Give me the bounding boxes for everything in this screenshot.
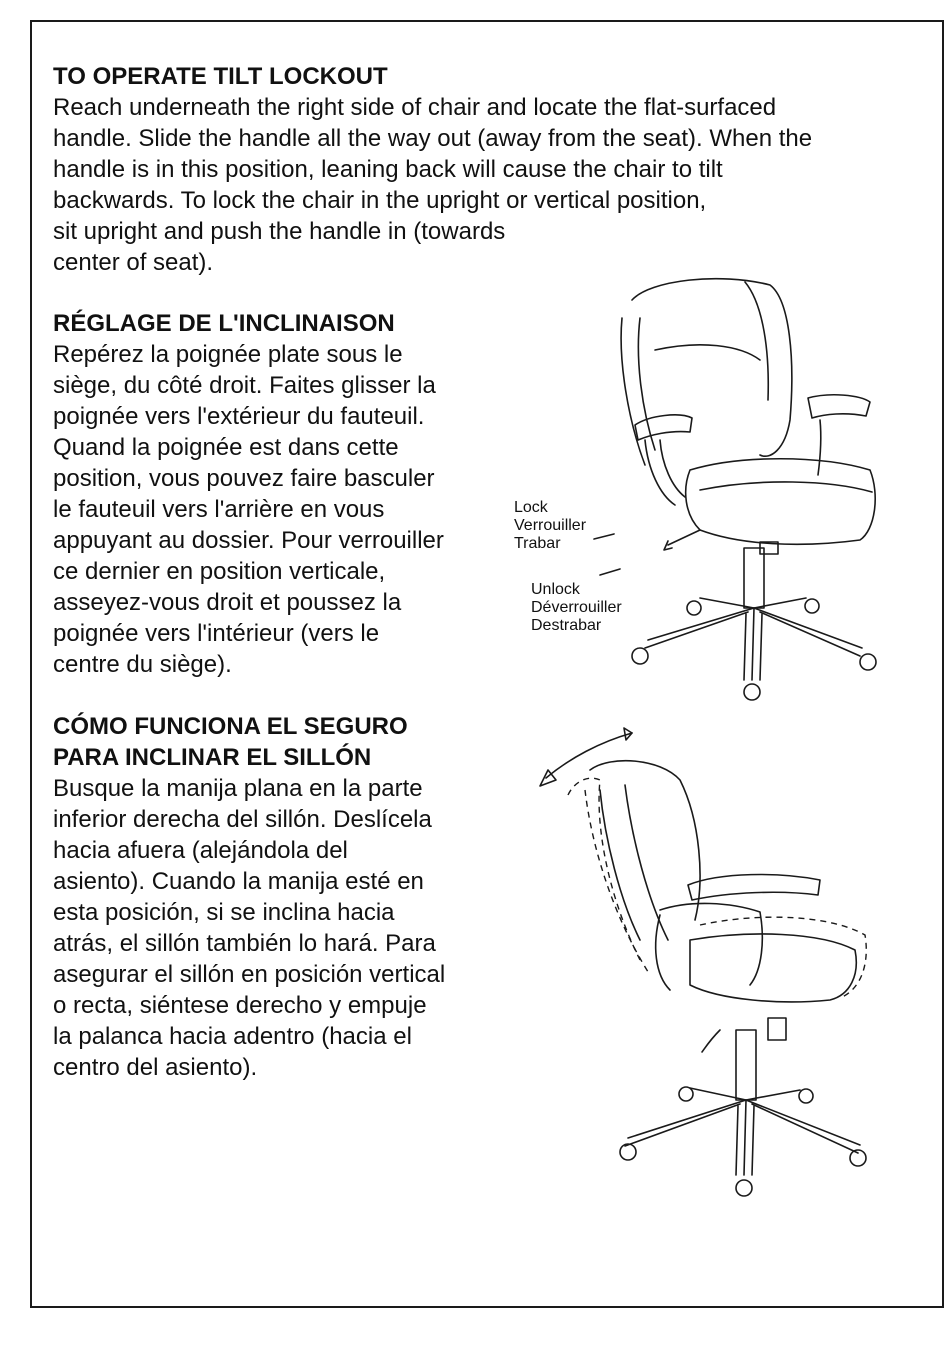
french-instructions: Repérez la poignée plate sous le siège, du côté droit. Faites glisser la poignée vers l'extérieur du fauteuil. Quand la poignée est dans cette position, vous pouvez faire basculer le fauteuil vers l'arrière en vous appuyant au dossier. Pour verrouiller ce dernier en position verticale, asseyez-vous droit et poussez la poignée vers l'intérieur (vers le centre du siège). xyxy=(53,341,444,678)
spanish-instructions: Busque la manija plana en la parte inferior derecha del sillón. Deslícela hacia afuera (alejándola del asiento). Cuando la manija esté en esta posición, si se inclina hacia atrás, el sillón también lo hará. Para asegurar el sillón en posición vertical o recta, siéntese derecho y empuje la palanca hacia adentro (hacia el centro del asiento). xyxy=(53,775,446,1081)
unlock-label: Unlock Déverrouiller Destrabar xyxy=(531,581,622,634)
english-heading: TO OPERATE TILT LOCKOUT xyxy=(53,63,388,90)
lock-label: Lock Verrouiller Trabar xyxy=(514,499,587,552)
english-instructions: Reach underneath the right side of chair and locate the flat-surfaced handle. Slide the handle all the way out (away from the seat). When the handle is in this position, leaning back will cause the chair to tilt backwards. To lock the chair in the upright or vertical position, sit upright and push the handle in (towards center of seat). xyxy=(53,94,813,276)
spanish-heading: CÓMO FUNCIONA EL SEGURO PARA INCLINAR EL SILLÓN xyxy=(53,713,408,771)
french-heading: RÉGLAGE DE L'INCLINAISON xyxy=(53,310,395,337)
